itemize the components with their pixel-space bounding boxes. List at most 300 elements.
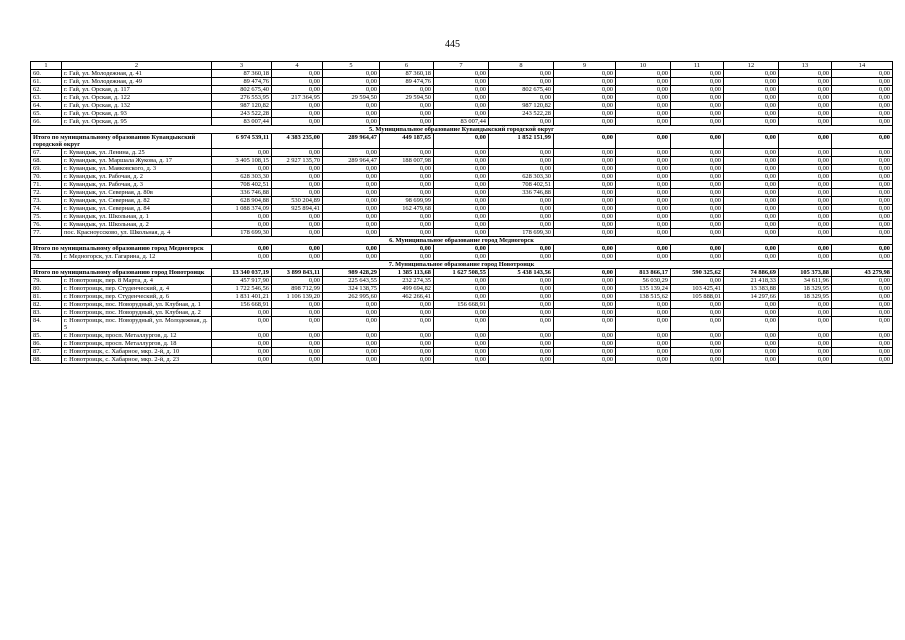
amount-cell: 0,00 [671, 78, 724, 86]
address-cell: г. Гай, ул. Орская, д. 117 [62, 86, 212, 94]
amount-cell: 0,00 [832, 277, 893, 285]
amount-cell: 0,00 [380, 229, 434, 237]
amount-cell: 0,00 [323, 245, 380, 253]
amount-cell: 0,00 [779, 301, 832, 309]
row-number: 72. [31, 189, 62, 197]
amount-cell: 1 106 139,20 [272, 293, 323, 301]
amount-cell: 0,00 [832, 189, 893, 197]
amount-cell: 0,00 [434, 173, 489, 181]
amount-cell: 289 964,47 [323, 157, 380, 165]
amount-cell: 628 303,30 [489, 173, 554, 181]
amount-cell: 0,00 [272, 189, 323, 197]
amount-cell: 0,00 [434, 277, 489, 285]
amount-cell: 0,00 [671, 118, 724, 126]
amount-cell: 0,00 [779, 245, 832, 253]
amount-cell: 0,00 [554, 348, 616, 356]
amount-cell: 0,00 [671, 245, 724, 253]
amount-cell: 0,00 [380, 356, 434, 364]
amount-cell: 0,00 [554, 213, 616, 221]
amount-cell: 0,00 [616, 340, 671, 348]
amount-cell: 0,00 [832, 110, 893, 118]
table-row [31, 205, 893, 213]
total-label: Итого по муниципальному образованию город Медногорск [31, 245, 212, 253]
amount-cell: 89 474,76 [212, 78, 272, 86]
amount-cell: 0,00 [272, 110, 323, 118]
column-number: 14 [832, 62, 893, 70]
section-title: 6. Муниципальное образование город Медногорск [31, 237, 893, 245]
amount-cell: 0,00 [616, 253, 671, 261]
amount-cell: 0,00 [671, 213, 724, 221]
amount-cell: 262 995,60 [323, 293, 380, 301]
amount-cell: 13 340 037,19 [212, 269, 272, 277]
amount-cell: 0,00 [554, 301, 616, 309]
amount-cell: 0,00 [434, 134, 489, 149]
amount-cell: 103 425,41 [671, 285, 724, 293]
amount-cell: 0,00 [323, 86, 380, 94]
amount-cell: 0,00 [434, 317, 489, 332]
amount-cell: 156 668,91 [212, 301, 272, 309]
amount-cell: 0,00 [724, 157, 779, 165]
amount-cell: 0,00 [779, 340, 832, 348]
amount-cell: 0,00 [323, 221, 380, 229]
amount-cell: 0,00 [554, 70, 616, 78]
amount-cell: 0,00 [779, 102, 832, 110]
row-number: 79. [31, 277, 62, 285]
amount-cell: 0,00 [272, 173, 323, 181]
amount-cell: 0,00 [489, 348, 554, 356]
column-number: 3 [212, 62, 272, 70]
amount-cell: 0,00 [434, 197, 489, 205]
amount-cell: 0,00 [616, 197, 671, 205]
amount-cell: 0,00 [323, 213, 380, 221]
row-number: 83. [31, 309, 62, 317]
amount-cell: 898 712,99 [272, 285, 323, 293]
page-number: 445 [445, 39, 460, 50]
amount-cell: 6 974 539,11 [212, 134, 272, 149]
amount-cell: 0,00 [832, 317, 893, 332]
amount-cell: 0,00 [272, 348, 323, 356]
amount-cell: 0,00 [832, 301, 893, 309]
row-number: 62. [31, 86, 62, 94]
amount-cell: 0,00 [779, 149, 832, 157]
amount-cell: 0,00 [554, 340, 616, 348]
amount-cell: 0,00 [616, 221, 671, 229]
section-title: 5. Муниципальное образование Кувандыкский городской округ [31, 126, 893, 134]
amount-cell: 0,00 [671, 134, 724, 149]
amount-cell: 0,00 [554, 317, 616, 332]
amount-cell: 0,00 [489, 70, 554, 78]
amount-cell: 0,00 [434, 213, 489, 221]
amount-cell: 0,00 [779, 197, 832, 205]
table-row [31, 70, 893, 78]
address-cell: г. Кувандык, ул. Маяковского, д. 3 [62, 165, 212, 173]
amount-cell: 457 917,90 [212, 277, 272, 285]
amount-cell: 0,00 [779, 86, 832, 94]
amount-cell: 138 515,62 [616, 293, 671, 301]
address-cell: г. Кувандык, ул. Маршала Жукова, д. 17 [62, 157, 212, 165]
amount-cell: 0,00 [380, 181, 434, 189]
amount-cell: 83 007,44 [434, 118, 489, 126]
amount-cell: 0,00 [212, 149, 272, 157]
table-row [31, 348, 893, 356]
amount-cell: 3 899 843,11 [272, 269, 323, 277]
row-number: 61. [31, 78, 62, 86]
amount-cell: 802 675,40 [489, 86, 554, 94]
amount-cell: 0,00 [434, 157, 489, 165]
amount-cell: 0,00 [832, 149, 893, 157]
amount-cell: 324 138,75 [323, 285, 380, 293]
amount-cell: 0,00 [554, 293, 616, 301]
amount-cell: 0,00 [671, 86, 724, 94]
amount-cell: 0,00 [671, 94, 724, 102]
amount-cell: 0,00 [489, 356, 554, 364]
row-number: 71. [31, 181, 62, 189]
amount-cell: 0,00 [434, 293, 489, 301]
amount-cell: 0,00 [671, 301, 724, 309]
amount-cell: 0,00 [323, 78, 380, 86]
amount-cell: 0,00 [554, 157, 616, 165]
amount-cell: 98 699,99 [380, 197, 434, 205]
amount-cell: 0,00 [554, 197, 616, 205]
amount-cell: 0,00 [212, 165, 272, 173]
amount-cell: 0,00 [554, 277, 616, 285]
amount-cell: 0,00 [272, 356, 323, 364]
amount-cell: 0,00 [724, 118, 779, 126]
table-row [31, 293, 893, 301]
total-row [31, 134, 893, 149]
amount-cell: 0,00 [489, 245, 554, 253]
amount-cell: 0,00 [671, 157, 724, 165]
column-number: 4 [272, 62, 323, 70]
amount-cell: 178 699,30 [489, 229, 554, 237]
amount-cell: 590 325,62 [671, 269, 724, 277]
address-cell: г. Кувандык, ул. Ленина, д. 25 [62, 149, 212, 157]
column-number: 5 [323, 62, 380, 70]
amount-cell: 0,00 [323, 197, 380, 205]
amount-cell: 21 418,33 [724, 277, 779, 285]
amount-cell: 0,00 [554, 78, 616, 86]
amount-cell: 0,00 [434, 78, 489, 86]
amount-cell: 87 360,18 [380, 70, 434, 78]
table-row [31, 332, 893, 340]
amount-cell: 0,00 [323, 165, 380, 173]
amount-cell: 188 007,98 [380, 157, 434, 165]
amount-cell: 0,00 [489, 205, 554, 213]
amount-cell: 0,00 [434, 165, 489, 173]
amount-cell: 0,00 [779, 332, 832, 340]
amount-cell: 0,00 [616, 229, 671, 237]
section-header-row [31, 126, 893, 134]
amount-cell: 0,00 [323, 102, 380, 110]
amount-cell: 0,00 [616, 102, 671, 110]
table-row [31, 277, 893, 285]
amount-cell: 0,00 [272, 340, 323, 348]
amount-cell: 0,00 [212, 332, 272, 340]
section-header-row [31, 237, 893, 245]
row-number: 78. [31, 253, 62, 261]
address-cell: г. Гай, ул. Орская, д. 122 [62, 94, 212, 102]
amount-cell: 0,00 [272, 118, 323, 126]
row-number: 66. [31, 118, 62, 126]
address-cell: г. Новотроицк, с. Хабарное, мкр. 2-й, д. 10 [62, 348, 212, 356]
amount-cell: 0,00 [724, 309, 779, 317]
amount-cell: 178 699,30 [212, 229, 272, 237]
table-row [31, 285, 893, 293]
row-number: 64. [31, 102, 62, 110]
amount-cell: 0,00 [380, 309, 434, 317]
amount-cell: 0,00 [724, 317, 779, 332]
amount-cell: 0,00 [671, 189, 724, 197]
amount-cell: 0,00 [323, 110, 380, 118]
amount-cell: 0,00 [724, 134, 779, 149]
amount-cell: 14 297,66 [724, 293, 779, 301]
amount-cell: 0,00 [272, 253, 323, 261]
column-number: 2 [62, 62, 212, 70]
amount-cell: 289 964,47 [323, 134, 380, 149]
amount-cell: 0,00 [779, 70, 832, 78]
address-cell: г. Новотроицк, пер. Студенческий, д. 6 [62, 293, 212, 301]
amount-cell: 0,00 [489, 340, 554, 348]
amount-cell: 0,00 [489, 301, 554, 309]
amount-cell: 232 274,35 [380, 277, 434, 285]
amount-cell: 0,00 [832, 253, 893, 261]
amount-cell: 0,00 [554, 94, 616, 102]
amount-cell: 0,00 [434, 94, 489, 102]
amount-cell: 0,00 [779, 213, 832, 221]
total-row [31, 245, 893, 253]
address-cell: пос. Красноуссково, ул. Школьная, д. 4 [62, 229, 212, 237]
amount-cell: 0,00 [554, 356, 616, 364]
amount-cell: 243 522,28 [489, 110, 554, 118]
address-cell: г. Новотроицк, пос. Новорудный, ул. Клубная, д. 2 [62, 309, 212, 317]
table-row [31, 110, 893, 118]
amount-cell: 2 927 135,70 [272, 157, 323, 165]
amount-cell: 0,00 [616, 348, 671, 356]
amount-cell: 0,00 [434, 245, 489, 253]
amount-cell: 0,00 [489, 253, 554, 261]
amount-cell: 0,00 [779, 189, 832, 197]
amount-cell: 0,00 [272, 221, 323, 229]
amount-cell: 0,00 [671, 102, 724, 110]
amount-cell: 0,00 [323, 356, 380, 364]
amount-cell: 0,00 [434, 221, 489, 229]
table-row [31, 356, 893, 364]
amount-cell: 217 364,95 [272, 94, 323, 102]
amount-cell: 0,00 [554, 269, 616, 277]
amount-cell: 0,00 [323, 70, 380, 78]
amount-cell: 0,00 [554, 181, 616, 189]
amount-cell: 0,00 [554, 221, 616, 229]
amount-cell: 0,00 [616, 309, 671, 317]
row-number: 73. [31, 197, 62, 205]
row-number: 76. [31, 221, 62, 229]
amount-cell: 0,00 [724, 189, 779, 197]
amount-cell: 0,00 [832, 165, 893, 173]
amount-cell: 0,00 [832, 221, 893, 229]
amount-cell: 1 385 113,68 [380, 269, 434, 277]
amount-cell: 0,00 [779, 317, 832, 332]
column-number: 13 [779, 62, 832, 70]
amount-cell: 105 888,01 [671, 293, 724, 301]
amount-cell: 0,00 [671, 340, 724, 348]
row-number: 60. [31, 70, 62, 78]
table-row [31, 102, 893, 110]
total-row [31, 269, 893, 277]
amount-cell: 0,00 [724, 110, 779, 118]
amount-cell: 0,00 [616, 110, 671, 118]
amount-cell: 0,00 [380, 165, 434, 173]
amount-cell: 0,00 [434, 181, 489, 189]
amount-cell: 0,00 [554, 134, 616, 149]
amount-cell: 0,00 [434, 285, 489, 293]
amount-cell: 0,00 [724, 348, 779, 356]
amount-cell: 0,00 [779, 78, 832, 86]
address-cell: г. Новотроицк, пер. 8 Марта, д. 4 [62, 277, 212, 285]
amount-cell: 925 894,41 [272, 205, 323, 213]
amount-cell: 0,00 [272, 277, 323, 285]
amount-cell: 0,00 [323, 348, 380, 356]
amount-cell: 0,00 [489, 332, 554, 340]
amount-cell: 0,00 [434, 205, 489, 213]
column-number: 12 [724, 62, 779, 70]
amount-cell: 0,00 [671, 317, 724, 332]
amount-cell: 0,00 [779, 348, 832, 356]
amount-cell: 0,00 [554, 205, 616, 213]
address-cell: г. Новотроицк, просп. Металлургов, д. 18 [62, 340, 212, 348]
amount-cell: 0,00 [323, 340, 380, 348]
amount-cell: 0,00 [616, 213, 671, 221]
amount-cell: 628 904,88 [212, 197, 272, 205]
amount-cell: 0,00 [671, 277, 724, 285]
amount-cell: 0,00 [724, 149, 779, 157]
amount-cell: 0,00 [724, 205, 779, 213]
amount-cell: 0,00 [380, 86, 434, 94]
amount-cell: 56 030,29 [616, 277, 671, 285]
amount-cell: 1 831 401,21 [212, 293, 272, 301]
amount-cell: 0,00 [671, 348, 724, 356]
amount-cell: 0,00 [724, 78, 779, 86]
address-cell: г. Кувандык, ул. Северная, д. 80в [62, 189, 212, 197]
amount-cell: 0,00 [616, 86, 671, 94]
amount-cell: 0,00 [380, 221, 434, 229]
amount-cell: 0,00 [616, 181, 671, 189]
amount-cell: 0,00 [489, 165, 554, 173]
amount-cell: 0,00 [779, 205, 832, 213]
address-cell: г. Новотроицк, пос. Новорудный, ул. Клубная, д. 1 [62, 301, 212, 309]
amount-cell: 0,00 [832, 205, 893, 213]
amount-cell: 0,00 [212, 221, 272, 229]
amount-cell: 0,00 [212, 317, 272, 332]
amount-cell: 0,00 [554, 86, 616, 94]
address-cell: г. Гай, ул. Орская, д. 132 [62, 102, 212, 110]
amount-cell: 0,00 [434, 149, 489, 157]
address-cell: г. Кувандык, ул. Северная, д. 84 [62, 205, 212, 213]
amount-cell: 43 279,98 [832, 269, 893, 277]
address-cell: г. Новотроицк, пос. Новорудный, ул. Молодежная, д. 5 [62, 317, 212, 332]
amount-cell: 0,00 [724, 340, 779, 348]
amount-cell: 0,00 [272, 70, 323, 78]
amount-cell: 0,00 [832, 134, 893, 149]
amount-cell: 0,00 [832, 332, 893, 340]
amount-cell: 0,00 [323, 229, 380, 237]
amount-cell: 0,00 [832, 293, 893, 301]
amount-cell: 0,00 [832, 94, 893, 102]
amount-cell: 0,00 [212, 253, 272, 261]
table-row [31, 253, 893, 261]
amount-cell: 0,00 [724, 94, 779, 102]
amount-cell: 29 594,50 [323, 94, 380, 102]
amount-cell: 0,00 [724, 213, 779, 221]
row-number: 80. [31, 285, 62, 293]
amount-cell: 0,00 [212, 309, 272, 317]
amount-cell: 0,00 [323, 301, 380, 309]
amount-cell: 0,00 [671, 332, 724, 340]
amount-cell: 0,00 [489, 149, 554, 157]
amount-cell: 802 675,40 [212, 86, 272, 94]
amount-cell: 0,00 [616, 78, 671, 86]
address-cell: г. Медногорск, ул. Гагарина, д. 12 [62, 253, 212, 261]
row-number: 68. [31, 157, 62, 165]
amount-cell: 1 088 374,09 [212, 205, 272, 213]
amount-cell: 0,00 [434, 189, 489, 197]
amount-cell: 336 746,88 [212, 189, 272, 197]
amount-cell: 0,00 [832, 181, 893, 189]
amount-cell: 0,00 [554, 309, 616, 317]
amount-cell: 0,00 [832, 285, 893, 293]
address-cell: г. Кувандык, ул. Школьная, д. 2 [62, 221, 212, 229]
total-label: Итого по муниципальному образованию Кувандыкский городской округ [31, 134, 212, 149]
table-row [31, 78, 893, 86]
amount-cell: 0,00 [434, 309, 489, 317]
amount-cell: 0,00 [434, 348, 489, 356]
amount-cell: 0,00 [434, 356, 489, 364]
amount-cell: 0,00 [616, 189, 671, 197]
amount-cell: 0,00 [832, 70, 893, 78]
address-cell: г. Гай, ул. Орская, д. 93 [62, 110, 212, 118]
row-number: 85. [31, 332, 62, 340]
amount-cell: 0,00 [380, 173, 434, 181]
table-row [31, 213, 893, 221]
amount-cell: 0,00 [779, 356, 832, 364]
amount-cell: 530 204,89 [272, 197, 323, 205]
amount-cell: 0,00 [554, 110, 616, 118]
address-cell: г. Кувандык, ул. Школьная, д. 1 [62, 213, 212, 221]
amount-cell: 225 643,55 [323, 277, 380, 285]
amount-cell: 87 360,18 [212, 70, 272, 78]
amount-cell: 987 120,82 [489, 102, 554, 110]
table-row [31, 189, 893, 197]
amount-cell: 0,00 [832, 309, 893, 317]
row-number: 65. [31, 110, 62, 118]
table-row [31, 197, 893, 205]
total-label: Итого по муниципальному образованию город Новотроицк [31, 269, 212, 277]
table-row [31, 181, 893, 189]
amount-cell: 0,00 [489, 221, 554, 229]
address-cell: г. Новотроицк, с. Хабарное, мкр. 2-й, д. 23 [62, 356, 212, 364]
address-cell: г. Новотроицк, просп. Металлургов, д. 12 [62, 332, 212, 340]
amount-cell: 0,00 [554, 165, 616, 173]
row-number: 84. [31, 317, 62, 332]
amount-cell: 135 139,24 [616, 285, 671, 293]
amount-cell: 0,00 [832, 348, 893, 356]
amount-cell: 0,00 [616, 173, 671, 181]
amount-cell: 0,00 [554, 332, 616, 340]
amount-cell: 0,00 [323, 149, 380, 157]
amount-cell: 74 886,69 [724, 269, 779, 277]
address-cell: г. Кувандык, ул. Рабочая, д. 2 [62, 173, 212, 181]
amount-cell: 0,00 [554, 245, 616, 253]
amount-cell: 89 474,76 [380, 78, 434, 86]
